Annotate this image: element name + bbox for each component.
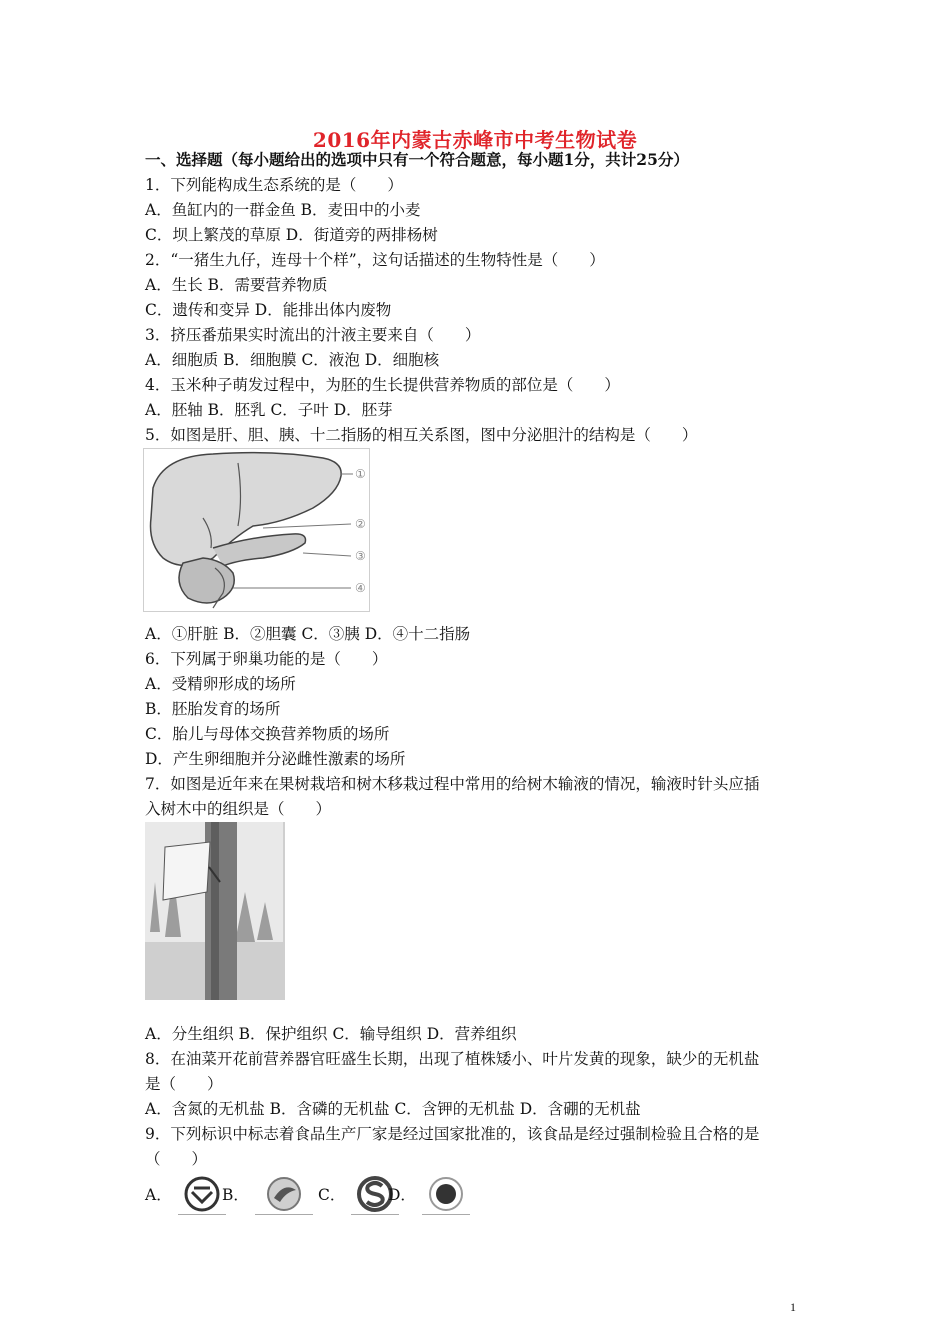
- question-3-stem: 3．挤压番茄果实时流出的汁液主要来自（ ）: [145, 326, 481, 344]
- question-9-stem-line1: 9．下列标识中标志着食品生产厂家是经过国家批准的，该食品是经过强制检验且合格的是: [145, 1125, 760, 1143]
- question-8-options: A．含氮的无机盐 B．含磷的无机盐 C．含钾的无机盐 D．含硼的无机盐: [145, 1100, 641, 1118]
- question-9-option-a: [145, 1172, 226, 1216]
- question-6-option-a: A．受精卵形成的场所: [145, 675, 296, 693]
- question-6-stem: 6．下列属于卵巢功能的是（ ）: [145, 650, 388, 668]
- question-4-stem: 4．玉米种子萌发过程中，为胚的生长提供营养物质的部位是（ ）: [145, 376, 620, 394]
- section-heading: 一、选择题（每小题给出的选项中只有一个符合题意，每小题1分，共计25分）: [145, 150, 689, 169]
- question-6-option-c: C．胎儿与母体交换营养物质的场所: [145, 725, 390, 743]
- question-8-stem-line2: 是（ ）: [145, 1075, 223, 1093]
- option-d-label: D．: [388, 1186, 416, 1204]
- green-food-icon: [255, 1174, 313, 1215]
- qs-certification-icon: [178, 1174, 226, 1215]
- question-2-options-a-b: A．生长 B．需要营养物质: [145, 276, 328, 294]
- question-7-stem-line2: 入树木中的组织是（ ）: [145, 800, 332, 818]
- tree-infusion-photo: [145, 822, 285, 1000]
- marker-3: ③: [355, 549, 366, 563]
- question-7-stem-line1: 7．如图是近年来在果树栽培和树木移栽过程中常用的给树木输液的情况，输液时针头应插: [145, 775, 760, 793]
- marker-4: ④: [355, 581, 366, 595]
- liver-digestive-diagram: [143, 448, 371, 612]
- option-b-label: B．: [222, 1186, 249, 1204]
- question-6-option-b: B．胚胎发育的场所: [145, 700, 281, 718]
- question-1-stem: 1．下列能构成生态系统的是（ ）: [145, 176, 403, 194]
- marker-1: ①: [355, 467, 366, 481]
- question-3-options: A．细胞质 B．细胞膜 C．液泡 D．细胞核: [145, 351, 440, 369]
- question-9-option-d: [388, 1172, 470, 1216]
- question-2-options-c-d: C．遗传和变异 D．能排出体内废物: [145, 301, 392, 319]
- question-2-stem: 2．“一猪生九仔，连母十个样”，这句话描述的生物特性是（ ）: [145, 251, 605, 269]
- option-a-label: A．: [145, 1186, 172, 1204]
- question-6-option-d: D．产生卵细胞并分泌雌性激素的场所: [145, 750, 406, 768]
- question-8-stem-line1: 8．在油菜开花前营养器官旺盛生长期，出现了植株矮小、叶片发黄的现象，缺少的无机盐: [145, 1050, 760, 1068]
- page-title: 2016年内蒙古赤峰市中考生物试卷: [312, 128, 638, 152]
- question-1-options-a-b: A．鱼缸内的一群金鱼 B．麦田中的小麦: [145, 201, 421, 219]
- question-5-stem: 5．如图是肝、胆、胰、十二指肠的相互关系图，图中分泌胆汁的结构是（ ）: [145, 426, 698, 444]
- circle-seal-icon: [422, 1174, 470, 1215]
- question-5-options: A．①肝脏 B．②胆囊 C．③胰 D．④十二指肠: [145, 625, 471, 643]
- page-number: 1: [790, 1300, 796, 1314]
- option-c-label: C．: [318, 1186, 346, 1204]
- question-9-stem-line2: （ ）: [145, 1150, 208, 1168]
- question-4-options: A．胚轴 B．胚乳 C．子叶 D．胚芽: [145, 401, 393, 419]
- question-1-options-c-d: C．坝上繁茂的草原 D．街道旁的两排杨树: [145, 226, 438, 244]
- question-7-options: A．分生组织 B．保护组织 C．输导组织 D．营养组织: [145, 1025, 517, 1043]
- question-9-option-b: [222, 1172, 313, 1216]
- marker-2: ②: [355, 517, 366, 531]
